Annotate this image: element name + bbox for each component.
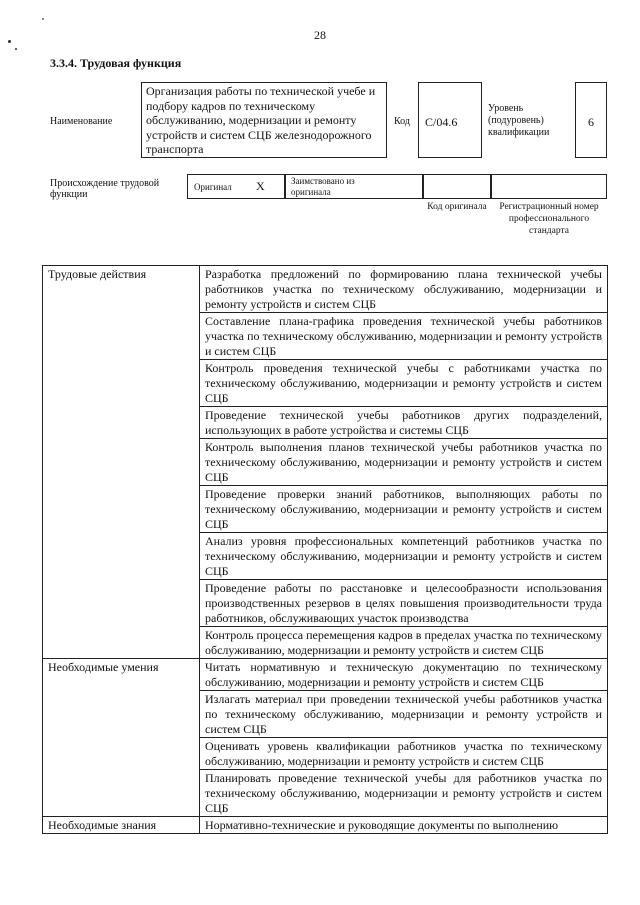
table-cell: Нормативно-технические и руководящие документы по выполнению	[200, 817, 608, 834]
original-label: Оригинал	[194, 182, 232, 192]
section-title: 3.3.4. Трудовая функция	[50, 56, 182, 70]
labor-function-table	[42, 265, 608, 834]
table-cell: Контроль процесса перемещения кадров в пределах участка по техническому обслуживанию, модернизации и ремонту устройств и систем СЦБ	[200, 627, 608, 659]
table-cell: Излагать материал при проведении технической учебы работников участка по техническому обслуживанию, модернизации и ремонту устройств и систем СЦБ	[200, 691, 608, 738]
table-cell: Контроль проведения технической учебы с работниками участка по техническому обслуживанию, модернизации и ремонту устройств и систем СЦБ	[200, 360, 608, 407]
reg-number-label: Регистрационный номер профессионального стандарта	[499, 202, 599, 236]
origin-original-box	[187, 174, 285, 199]
table-row	[43, 817, 608, 834]
table-cell: Планировать проведение технической учебы для работников участка по техническому обслуживанию, модернизации и ремонту устройств и систем СЦБ	[200, 770, 608, 817]
table-cell: Проведение проверки знаний работников, выполняющих работы по техническому обслуживанию, модернизации и ремонту устройств и систем СЦБ	[200, 486, 608, 533]
code-label: Код	[394, 116, 410, 127]
origin-reg-box	[491, 174, 607, 199]
name-label: Наименование	[50, 116, 113, 127]
origin-borrowed-box	[285, 174, 423, 199]
table-cell: Составление плана-графика проведения технической учебы работников участка по техническому обслуживанию, модернизации и ремонту устройств и систем СЦБ	[200, 313, 608, 360]
section-label: Необходимые умения	[43, 659, 200, 817]
code-value: С/04.6	[425, 115, 458, 129]
level-value: 6	[588, 115, 594, 129]
table-cell: Проведение технической учебы работников других подразделений, использующих в работе устройства и системы СЦБ	[200, 407, 608, 439]
table-cell: Анализ уровня профессиональных компетенций работников участка по техническому обслуживанию, модернизации и ремонту устройств и систем СЦБ	[200, 533, 608, 580]
section-label: Трудовые действия	[43, 266, 200, 659]
scan-mark	[42, 18, 44, 20]
origin-code-box	[423, 174, 491, 199]
level-value-box	[575, 82, 607, 158]
name-value-box	[141, 82, 387, 158]
code-original-label: Код оригинала	[427, 202, 487, 212]
borrowed-label: Заимствовано из оригинала	[291, 176, 355, 197]
table-cell: Контроль выполнения планов технической учебы работников участка по техническому обслуживанию, модернизации и ремонту устройств и систем СЦБ	[200, 439, 608, 486]
section-label: Необходимые знания	[43, 817, 200, 834]
original-mark: X	[256, 179, 265, 193]
code-value-box	[418, 82, 482, 158]
page-number: 28	[314, 28, 326, 42]
level-label: Уровень (подуровень) квалификации	[488, 103, 550, 138]
table-cell: Читать нормативную и техническую документацию по техническому обслуживанию, модернизации и ремонту устройств и систем СЦБ	[200, 659, 608, 691]
scan-mark	[8, 40, 11, 43]
table-cell: Разработка предложений по формированию плана технической учебы работников участка по техническому обслуживанию, модернизации и ремонту устройств и систем СЦБ	[200, 266, 608, 313]
scan-mark	[15, 48, 17, 50]
function-name: Организация работы по технической учебе и подбору кадров по техническому обслуживанию, модернизации и ремонту устройств и систем СЦБ железнодорожного транспорта	[146, 84, 376, 156]
table-row	[43, 266, 608, 313]
table-row	[43, 659, 608, 691]
origin-label: Происхождение трудовой функции	[50, 178, 160, 200]
table-cell: Оценивать уровень квалификации работников участка по техническому обслуживанию, модернизации и ремонту устройств и систем СЦБ	[200, 738, 608, 770]
table-cell: Проведение работы по расстановке и целесообразности использования производственных резервов в целях повышения производительности труда работников, обслуживающих участок производства	[200, 580, 608, 627]
